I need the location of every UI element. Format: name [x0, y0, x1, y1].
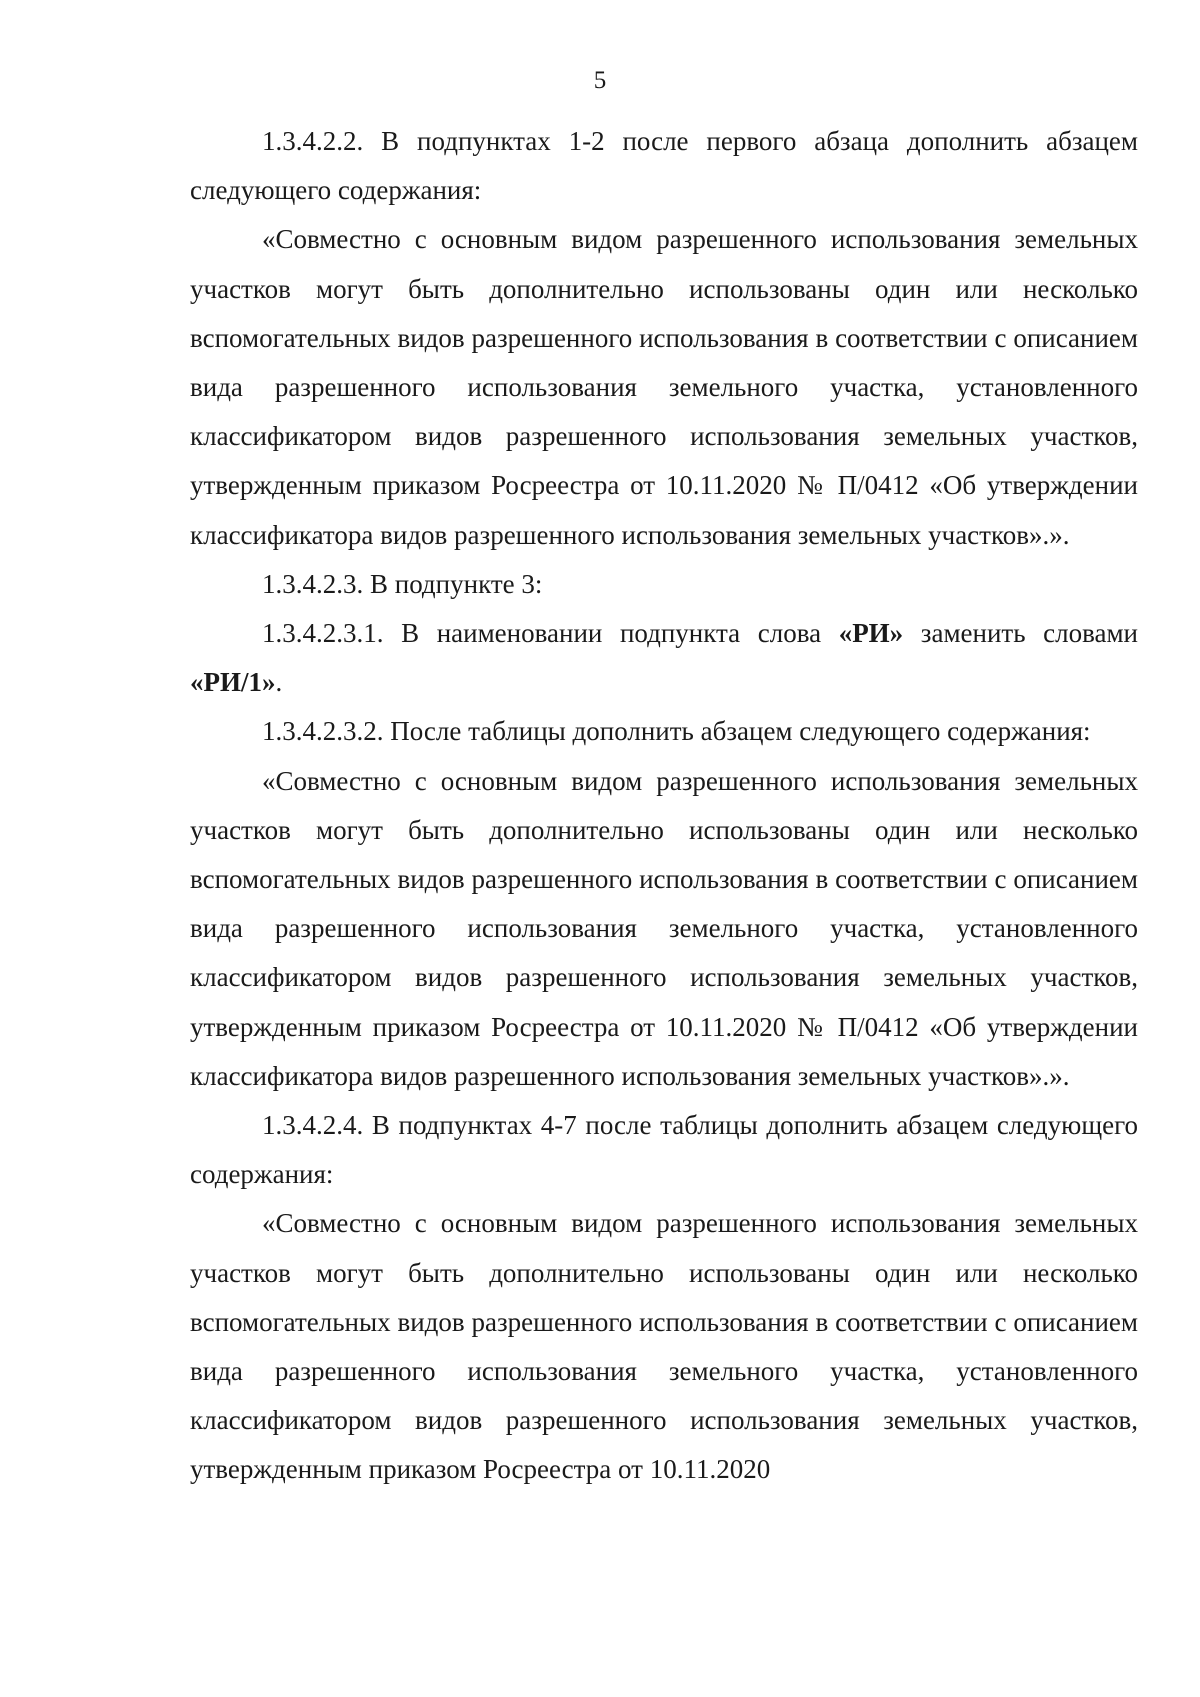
bold-term: «РИ» [838, 618, 904, 649]
paragraph-text: . [275, 667, 283, 698]
paragraph-1-3-4-2-3-2: 1.3.4.2.3.2. После таблицы дополнить абзацем следующего содержания: [262, 716, 1091, 747]
paragraph-1-3-4-2-4: 1.3.4.2.4. В подпунктах 4-7 после таблицы дополнить абзацем следующего содержания: [190, 1110, 1138, 1190]
quoted-paragraph: «Совместно с основным видом разрешенного использования земельных участков могут быть дополнительно использованы один или несколько вспомогательных видов разрешенного использования в соответствии с описанием вида разрешенного использования земельного участка, установленного классификатором видов разрешенного использования земельных участков, утвержденным приказом Росреестра от 10.11.2020 № П/0412 «Об утверждении классификатора видов разрешенного использования земельных участков».». [190, 224, 1138, 550]
page-number: 5 [593, 67, 607, 94]
paragraph-1-3-4-2-3: 1.3.4.2.3. В подпункте 3: [262, 568, 543, 599]
paragraph-text: заменить словами [903, 618, 1138, 649]
document-body [190, 117, 1138, 1495]
quoted-paragraph: «Совместно с основным видом разрешенного использования земельных участков могут быть дополнительно использованы один или несколько вспомогательных видов разрешенного использования в соответствии с описанием вида разрешенного использования земельного участка, установленного классификатором видов разрешенного использования земельных участков, утвержденным приказом Росреестра от 10.11.2020 [190, 1208, 1138, 1485]
quoted-paragraph: «Совместно с основным видом разрешенного использования земельных участков могут быть дополнительно использованы один или несколько вспомогательных видов разрешенного использования в соответствии с описанием вида разрешенного использования земельного участка, установленного классификатором видов разрешенного использования земельных участков, утвержденным приказом Росреестра от 10.11.2020 № П/0412 «Об утверждении классификатора видов разрешенного использования земельных участков».». [190, 765, 1138, 1091]
paragraph-1-3-4-2-2: 1.3.4.2.2. В подпунктах 1-2 после первого абзаца дополнить абзацем следующего содержания: [190, 126, 1138, 206]
bold-term: «РИ/1» [190, 667, 276, 698]
paragraph-1-3-4-2-3-1 [190, 609, 1138, 707]
paragraph-text: 1.3.4.2.3.1. В наименовании подпункта слова [262, 618, 839, 649]
